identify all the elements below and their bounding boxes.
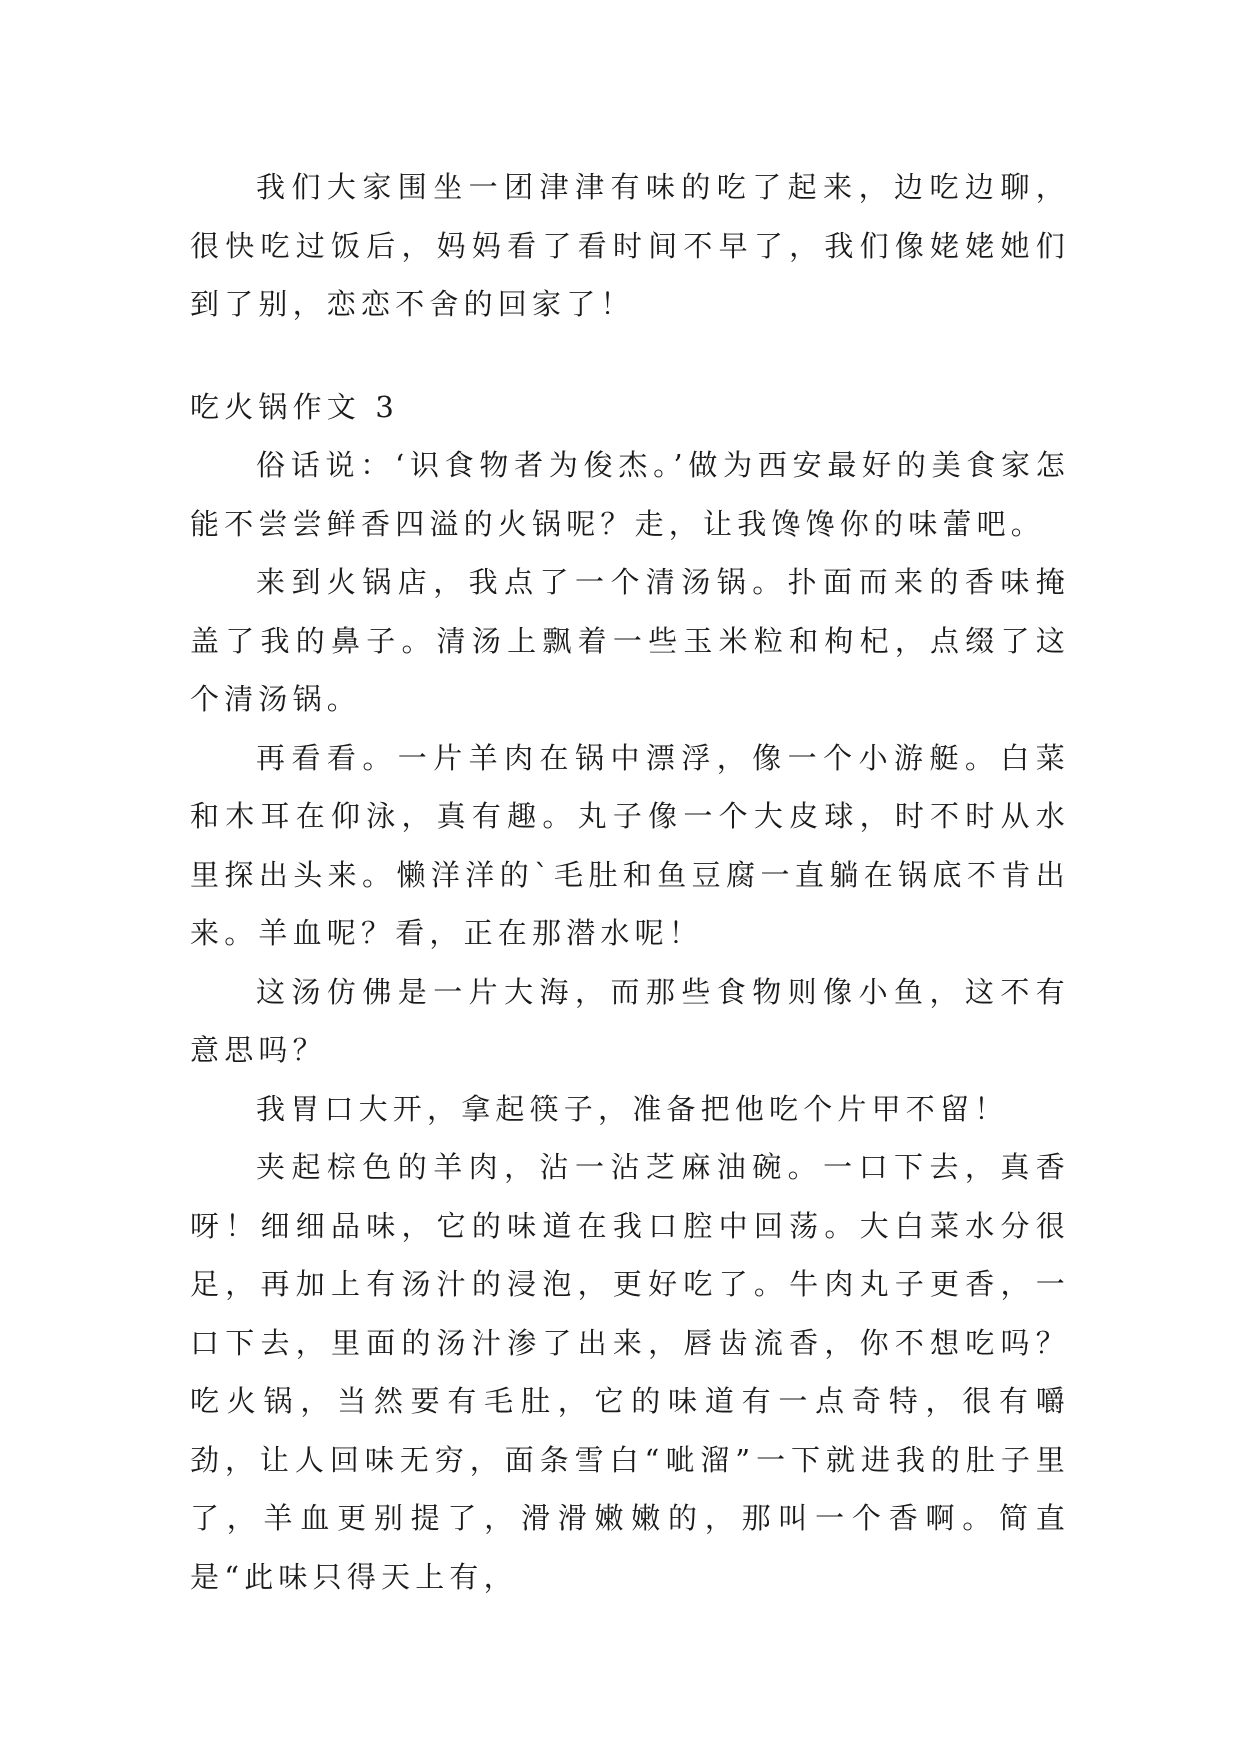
document-body <box>190 158 1070 1606</box>
paragraph-2: 俗话说：‘识食物者为俊杰。’做为西安最好的美食家怎能不尝尝鲜香四溢的火锅呢？走，让我馋馋你的味蕾吧。 <box>190 448 1070 541</box>
paragraph-6: 我胃口大开，拿起筷子，准备把他吃个片甲不留！ <box>256 1091 1009 1126</box>
paragraph-4: 再看看。一片羊肉在锅中漂浮，像一个小游艇。白菜和木耳在仰泳，真有趣。丸子像一个大皮球，时不时从水里探出头来。懒洋洋的`毛肚和鱼豆腐一直躺在锅底不肯出来。羊血呢？看，正在那潜水呢！ <box>190 740 1070 950</box>
section-heading: 吃火锅作文 3 <box>190 389 400 424</box>
paragraph-7: 夹起棕色的羊肉，沾一沾芝麻油碗。一口下去，真香呀！细细品味，它的味道在我口腔中回荡。大白菜水分很足，再加上有汤汁的浸泡，更好吃了。牛肉丸子更香，一口下去，里面的汤汁渗了出来，唇齿流香，你不想吃吗？吃火锅，当然要有毛肚，它的味道有一点奇特，很有嚼劲，让人回味无穷，面条雪白“呲溜”一下就进我的肚子里了，羊血更别提了，滑滑嫩嫩的，那叫一个香啊。简直是“此味只得天上有， <box>190 1150 1070 1594</box>
paragraph-1: 我们大家围坐一团津津有味的吃了起来，边吃边聊，很快吃过饭后，妈妈看了看时间不早了，我们像姥姥她们到了别，恋恋不舍的回家了！ <box>190 170 1070 321</box>
paragraph-5: 这汤仿佛是一片大海，而那些食物则像小鱼，这不有意思吗？ <box>190 974 1070 1067</box>
paragraph-3: 来到火锅店，我点了一个清汤锅。扑面而来的香味掩盖了我的鼻子。清汤上飘着一些玉米粒和枸杞，点缀了这个清汤锅。 <box>190 565 1070 716</box>
